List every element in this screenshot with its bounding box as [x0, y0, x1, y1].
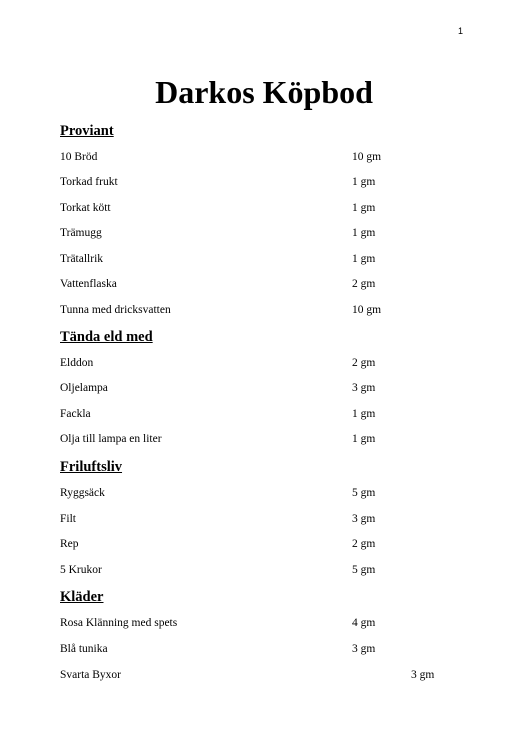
list-item [60, 382, 480, 398]
item-quantity: 3 gm [352, 643, 376, 655]
list-item [60, 278, 480, 294]
item-quantity: 1 gm [352, 176, 376, 188]
item-quantity: 3 gm [352, 382, 376, 394]
item-quantity: 1 gm [352, 408, 376, 420]
list-item [60, 617, 480, 633]
item-quantity: 5 gm [352, 487, 376, 499]
list-item [60, 643, 480, 659]
list-item [60, 564, 480, 580]
list-item [60, 202, 480, 218]
item-name: Vattenflaska [60, 278, 117, 290]
item-name: 10 Bröd [60, 151, 98, 163]
item-name: Oljelampa [60, 382, 108, 394]
item-quantity: 2 gm [352, 538, 376, 550]
item-name: Trätallrik [60, 253, 104, 265]
item-name: Blå tunika [60, 643, 108, 655]
item-name: Filt [60, 513, 76, 525]
section-heading-friluftsliv: Friluftsliv [60, 459, 123, 475]
item-name: Fackla [60, 408, 91, 420]
item-quantity: 2 gm [352, 278, 376, 290]
page-title: Darkos Köpbod [155, 74, 373, 110]
item-name: Ryggsäck [60, 487, 105, 499]
item-name: Trämugg [60, 227, 102, 239]
list-item [60, 253, 480, 269]
item-quantity: 1 gm [352, 433, 376, 445]
list-item [60, 433, 480, 449]
item-name: Rosa Klänning med spets [60, 617, 178, 629]
item-name: Svarta Byxor [60, 669, 122, 681]
list-item [60, 487, 480, 503]
list-item [60, 408, 480, 424]
section-heading-tanda-eld-med: Tända eld med [60, 329, 153, 345]
item-quantity: 1 gm [352, 227, 376, 239]
item-name: Rep [60, 538, 79, 550]
list-item [60, 669, 480, 685]
item-quantity: 3 gm [352, 513, 376, 525]
list-item [60, 357, 480, 373]
list-item [60, 304, 480, 320]
item-quantity: 10 gm [352, 151, 382, 163]
list-item [60, 513, 480, 529]
item-quantity: 5 gm [352, 564, 376, 576]
section-heading-proviant: Proviant [60, 123, 114, 139]
section-heading-klader: Kläder [60, 589, 104, 605]
item-name: Elddon [60, 357, 94, 369]
list-item [60, 151, 480, 167]
item-quantity: 2 gm [352, 357, 376, 369]
item-name: Olja till lampa en liter [60, 433, 162, 445]
list-item [60, 538, 480, 554]
item-name: 5 Krukor [60, 564, 102, 576]
item-quantity: 3 gm [411, 669, 435, 681]
item-quantity: 1 gm [352, 253, 376, 265]
item-quantity: 10 gm [352, 304, 382, 316]
item-name: Tunna med dricksvatten [60, 304, 171, 316]
item-quantity: 4 gm [352, 617, 376, 629]
page-number: 1 [458, 26, 464, 36]
item-name: Torkad frukt [60, 176, 118, 188]
item-name: Torkat kött [60, 202, 111, 214]
item-quantity: 1 gm [352, 202, 376, 214]
list-item [60, 176, 480, 192]
list-item [60, 227, 480, 243]
